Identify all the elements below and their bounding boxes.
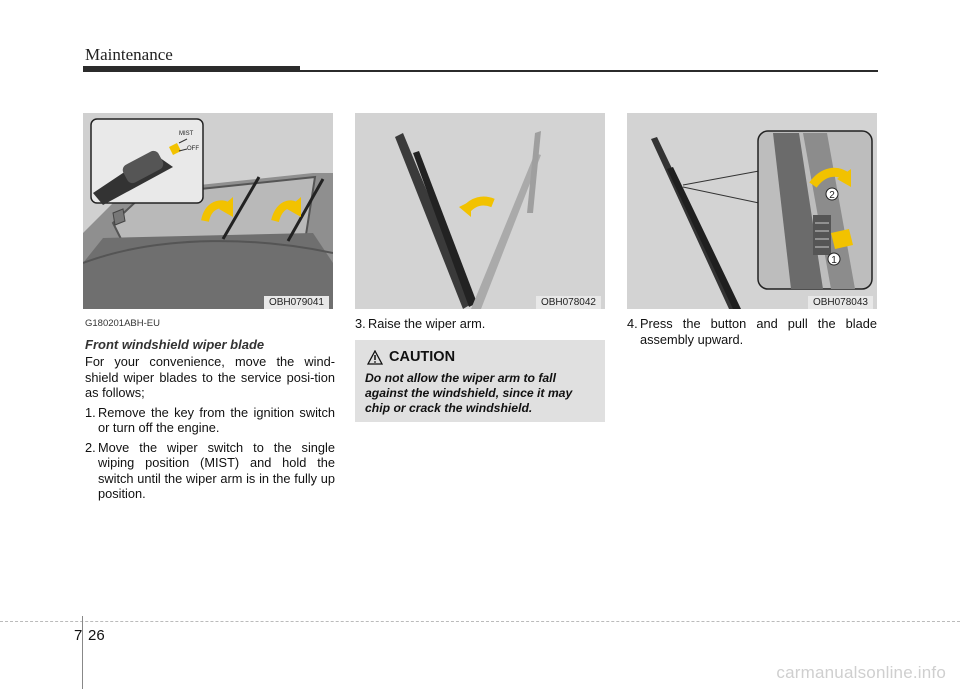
step-number: 1. (85, 404, 96, 420)
figure-code: OBH078042 (536, 296, 601, 309)
step-number: 4. (627, 316, 638, 331)
marker-1: 1 (831, 255, 837, 266)
warning-triangle-icon (367, 350, 383, 365)
figure-windshield-wipers (83, 113, 333, 309)
column-1 (85, 316, 335, 506)
header-rule-thick (83, 66, 300, 72)
intro-paragraph: For your convenience, move the wind-shield wiper blades to the service posi-tion as follows; (85, 354, 335, 400)
switch-label-mist: MIST (179, 131, 194, 137)
blade-release-illustration (627, 113, 877, 309)
switch-label-off: OFF (187, 146, 199, 152)
figure-wiper-arm-raised (355, 113, 605, 309)
marker-2: 2 (829, 190, 835, 201)
figure-code: OBH079041 (264, 296, 329, 309)
step-2 (85, 440, 335, 502)
footer-rule (0, 621, 960, 622)
figure-blade-release (627, 113, 877, 309)
watermark: carmanualsonline.info (776, 663, 946, 682)
chapter-number: 7 (74, 627, 83, 644)
caution-text: Do not allow the wiper arm to fall against the windshield, since it may chip or crack the windshield. (365, 371, 573, 415)
step-text: Raise the wiper arm. (368, 316, 486, 331)
caution-title: CAUTION (389, 349, 456, 365)
caution-box (355, 340, 605, 422)
step-3 (355, 316, 605, 332)
step-text: Press the button and pull the blade assembly upward. (640, 316, 877, 347)
windshield-illustration (83, 113, 333, 309)
header-rule-thin (300, 70, 878, 72)
step-4 (627, 316, 877, 347)
wiper-arm-illustration (355, 113, 605, 309)
page-number: 26 (88, 627, 105, 644)
section-code: G180201ABH-EU (85, 318, 160, 329)
column-2 (355, 316, 605, 336)
step-1 (85, 405, 335, 436)
step-text: Move the wiper switch to the single wiping position (MIST) and hold the switch until the wiper arm is in the fully up position. (98, 439, 335, 501)
figure-code: OBH078043 (808, 296, 873, 309)
step-text: Remove the key from the ignition switch or turn off the engine. (98, 404, 335, 435)
header-title: Maintenance (85, 45, 173, 64)
step-number: 3. (355, 316, 366, 331)
step-number: 2. (85, 439, 96, 455)
section-title: Front windshield wiper blade (85, 336, 265, 352)
column-3 (627, 316, 877, 351)
